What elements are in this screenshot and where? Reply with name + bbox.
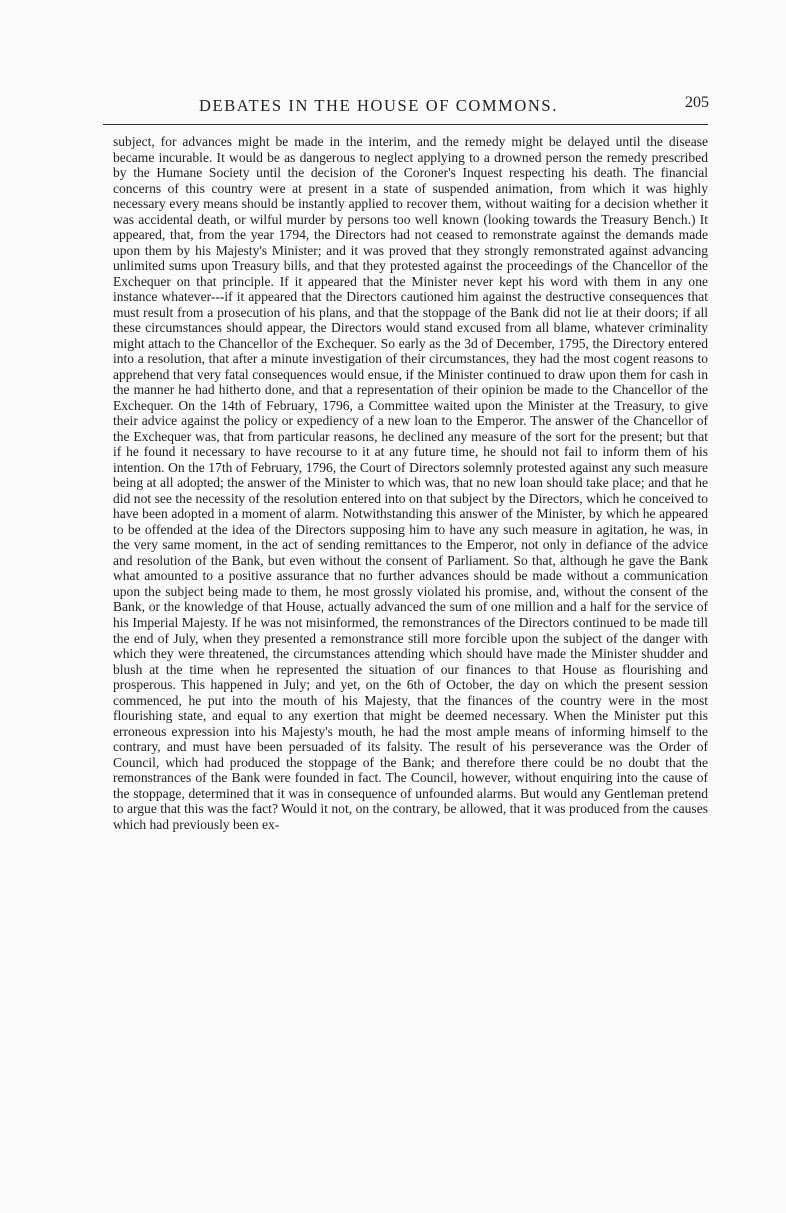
page-number: 205 bbox=[685, 94, 709, 111]
header-title: DEBATES IN THE HOUSE OF COMMONS. bbox=[199, 96, 558, 115]
header-rule bbox=[103, 124, 708, 125]
body-text-block bbox=[113, 134, 708, 832]
running-header bbox=[103, 94, 709, 118]
body-paragraph: subject, for advances might be made in the interim, and the remedy might be delayed until the disease became incurable. It would be as dangerous to neglect applying to a drowned person the remedy prescribed by the Humane Society until the decision of the Coroner's Inquest respecting his death. The financial concerns of this country were at present in a state of suspended animation, from which it was highly necessary every means should be instantly applied to recover them, without waiting for a decision whether it was accidental death, or wilful murder by persons too well known (looking towards the Treasury Bench.) It appeared, that, from the year 1794, the Directors had not ceased to remonstrate against the demands made upon them by his Majesty's Minister; and it was proved that they strongly remonstrated against advancing unlimited sums upon Treasury bills, and that they protested against the proceedings of the Chancellor of the Exchequer on that principle. If it appeared that the Minister never kept his word with them in any one instance whatever---if it appeared that the Directors cautioned him against the destructive consequences that must result from a prosecution of his plans, and that the stoppage of the Bank did not lie at their doors; if all these circumstances should appear, the Directors would stand excused from all blame, whatever criminality might attach to the Chancellor of the Exchequer. So early as the 3d of December, 1795, the Directory entered into a resolution, that after a minute investigation of their circumstances, they had the most cogent reasons to apprehend that very fatal consequences would ensue, if the Minister continued to draw upon them for cash in the manner he had hitherto done, and that a representation of their opinion be made to the Chancellor of the Exchequer. On the 14th of February, 1796, a Committee waited upon the Minister at the Treasury, to give their advice against the policy or expediency of a new loan to the Emperor. The answer of the Chancellor of the Exchequer was, that from particular reasons, he declined any measure of the sort for the present; but that if he found it necessary to have recourse to it at any future time, he should not fail to inform them of his intention. On the 17th of February, 1796, the Court of Directors solemnly protested against any such measure being at all adopted; the answer of the Minister to which was, that no new loan should take place; and that he did not see the necessity of the resolution entered into on that subject by the Directors, which he conceived to have been adopted in a moment of alarm. Notwithstanding this answer of the Minister, by which he appeared to be offended at the idea of the Directors supposing him to have any such measure in agitation, he was, in the very same moment, in the act of sending remittances to the Emperor, not only in defiance of the advice and resolution of the Bank, but even without the consent of Parliament. So that, although he gave the Bank what amounted to a positive assurance that no further advances should be made without a communication upon the subject being made to them, he most grossly violated his promise, and, without the consent of the Bank, or the knowledge of that House, actually advanced the sum of one million and a half for the service of his Imperial Majesty. If he was not misinformed, the remonstrances of the Directors continued to be made till the end of July, when they presented a remonstrance still more forcible upon the subject of the danger with which they were threatened, the circumstances attending which should have made the Minister shudder and blush at the time when he represented the situation of our finances to that House as flourishing and prosperous. This happened in July; and yet, on the 6th of October, the day on which the present session commenced, he put into the mouth of his Majesty, that the finances of the country were in the most flourishing state, and equal to any exertion that might be deemed necessary. When the Minister put this erroneous expression into his Majesty's mouth, he had the most ample means of informing himself to the contrary, and must have been persuaded of its falsity. The result of his perseverance was the Order of Council, which had produced the stoppage of the Bank; and therefore there could be no doubt that the remonstrances of the Bank were founded in fact. The Council, however, without enquiring into the cause of the stoppage, determined that it was in consequence of unfounded alarms. But would any Gentleman pretend to argue that this was the fact? Would it not, on the contrary, be allowed, that it was produced from the causes which had previously been ex- bbox=[113, 134, 708, 832]
